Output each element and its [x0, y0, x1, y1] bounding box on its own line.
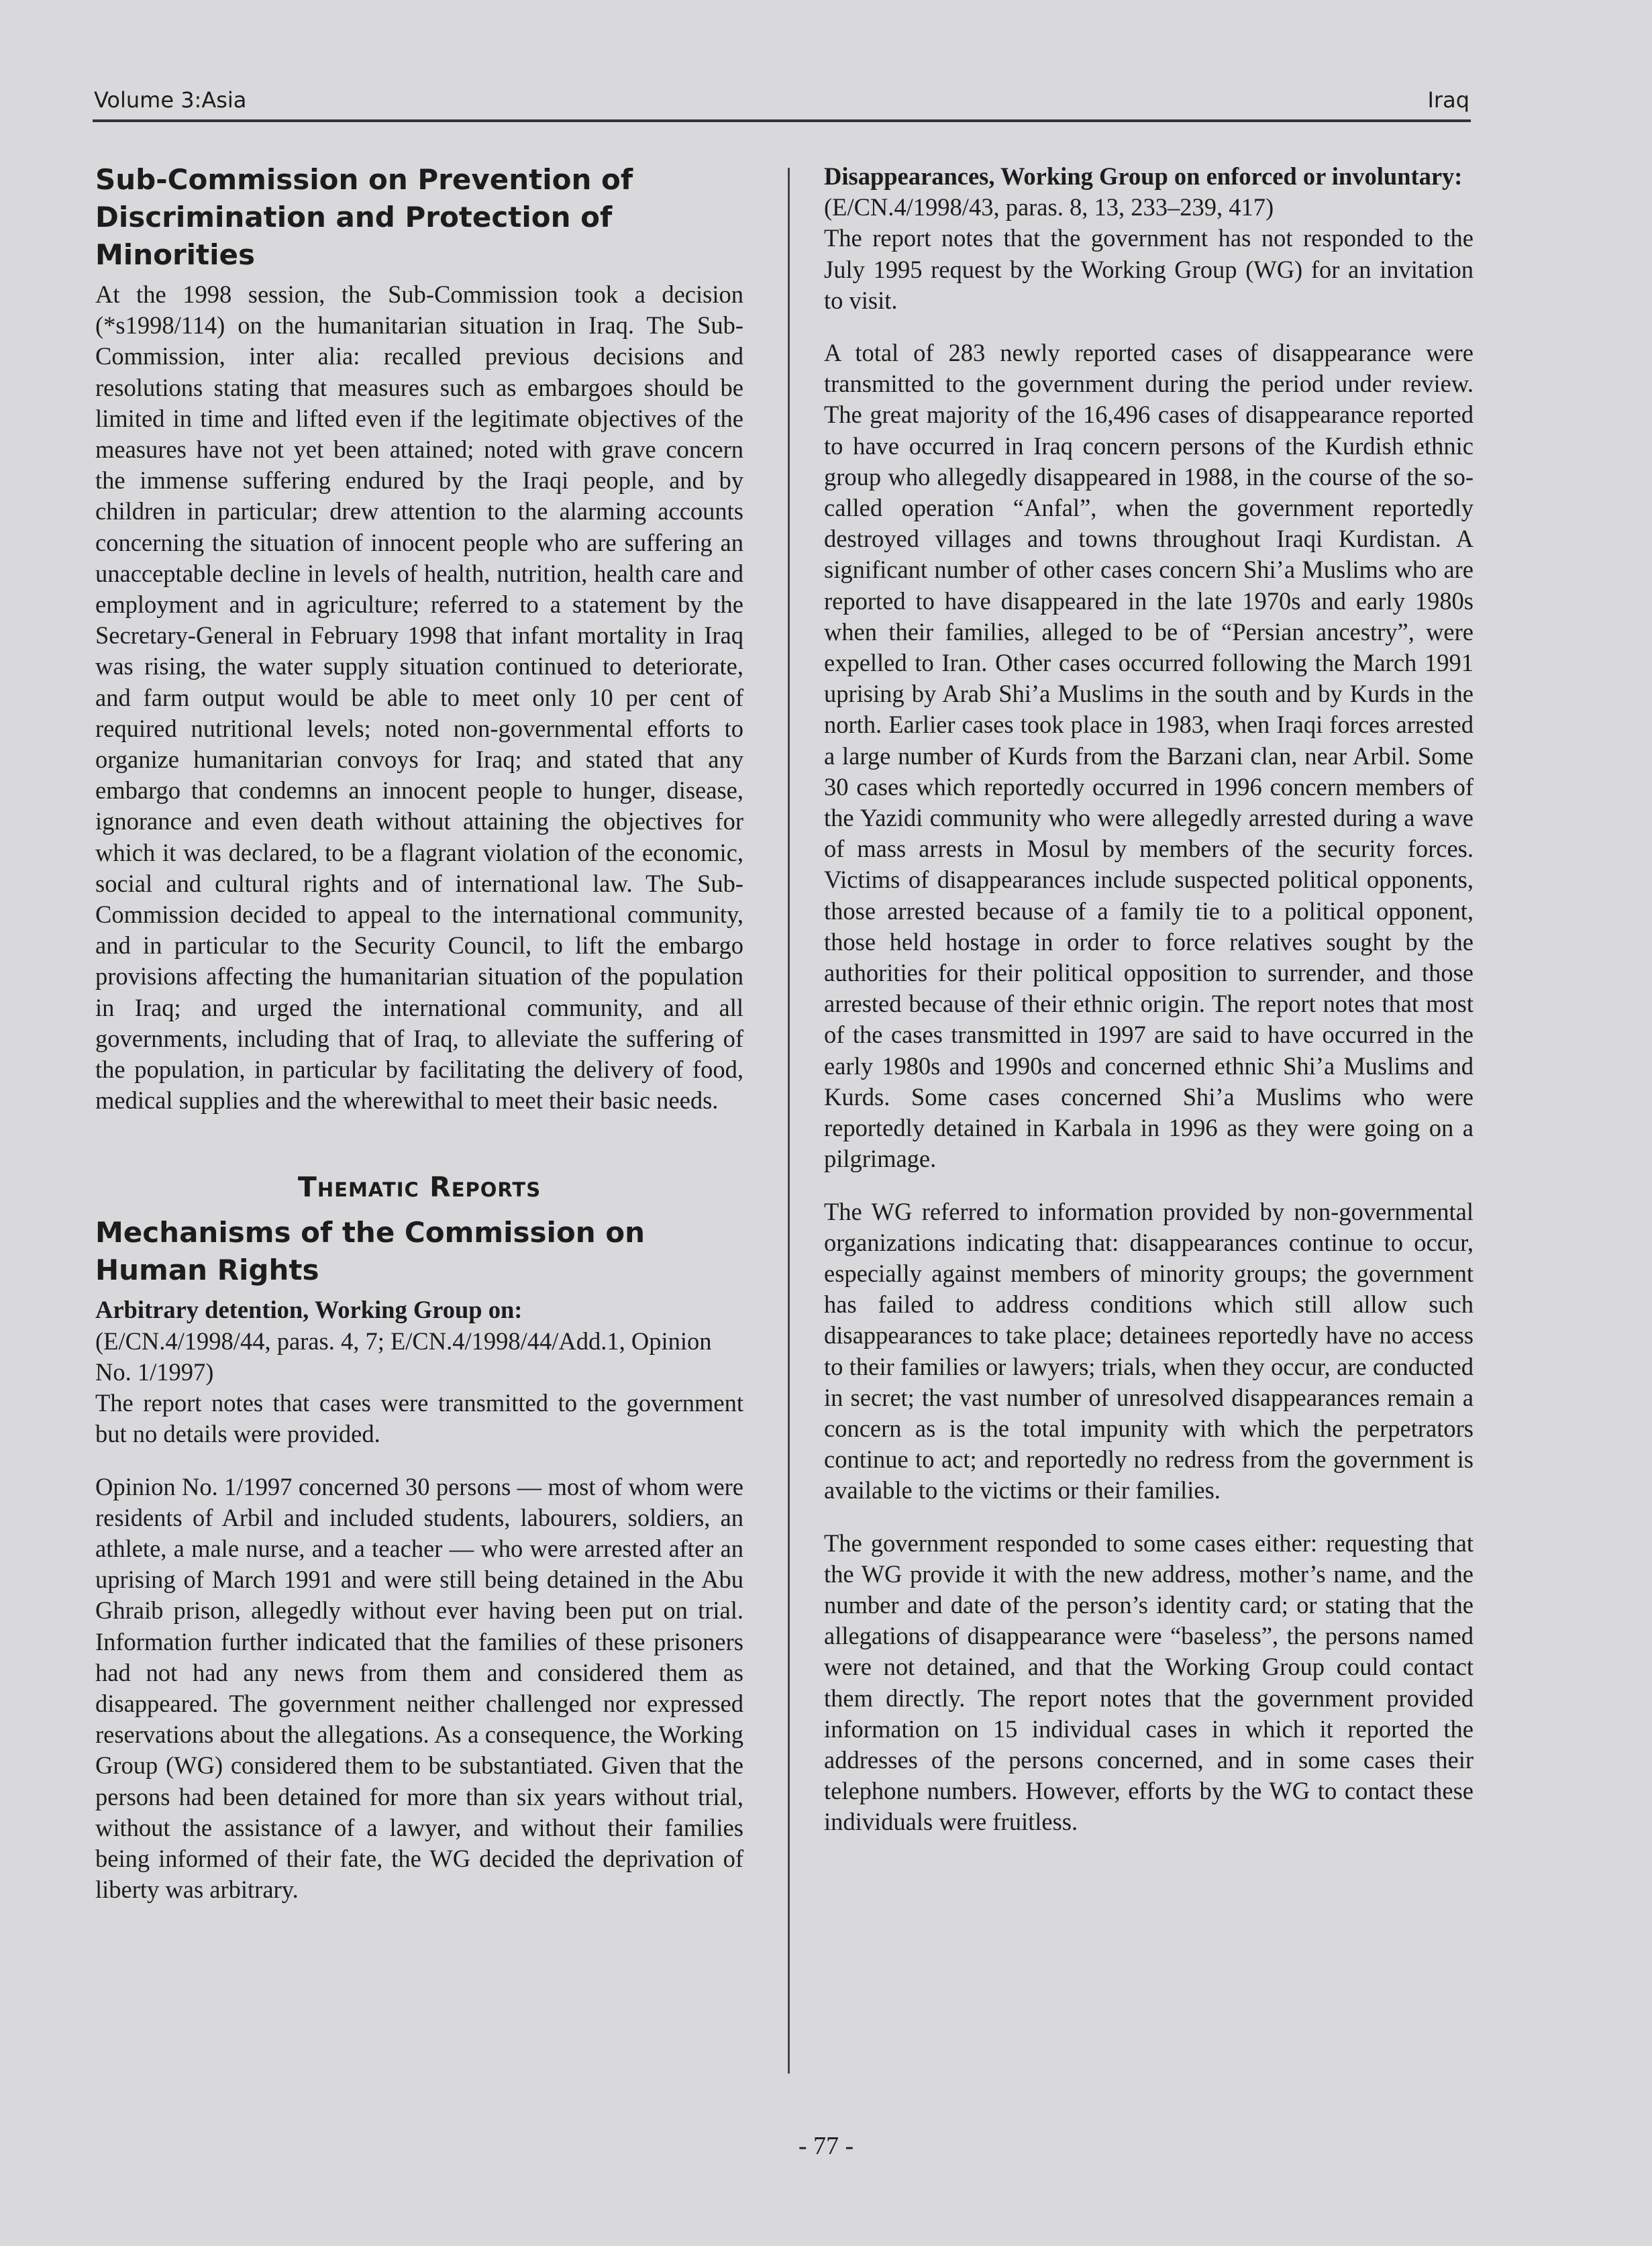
- arbitrary-detention-refs: (E/CN.4/1998/44, paras. 4, 7; E/CN.4/1998/44/Add.1, Opinion No. 1/1997): [95, 1327, 712, 1386]
- thematic-reports-heading: Thematic Reports: [297, 1171, 541, 1204]
- header-volume: Volume 3:Asia: [94, 87, 247, 113]
- arbitrary-detention-entry: [95, 1294, 743, 1388]
- arbitrary-paragraph-2: Opinion No. 1/1997 concerned 30 persons — most of whom were residents of Arbil and included students, labourers, soldiers, an athlete, a male nurse, and a teacher — who were arrested after an uprising of March 1991 and were still being detained in the Abu Ghraib prison, allegedly without ever having been put on trial. Information further indicated that the families of these prisoners had not had any news from them and considered them as disappeared. The government neither challenged nor expressed reservations about the allegations. As a consequence, the Working Group (WG) considered them to be substantiated. Given that the persons had been detained for more than six years without trial, without the assistance of a lawyer, and without their families being informed of their fate, the WG decided the deprivation of liberty was arbitrary.: [95, 1472, 743, 1904]
- right-column: [824, 161, 1474, 1838]
- disappearances-paragraph-2: A total of 283 newly reported cases of disappearance were transmitted to the government during the period under review. The great majority of the 16,496 cases of disappearance reported to have occurred in Iraq concern persons of the Kurdish ethnic group who allegedly disappeared in 1988, in the course of the so-called operation “Anfal”, when the government reportedly destroyed villages and towns throughout Iraqi Kurdistan. A significant number of other cases concern Shi’a Muslims who are reported to have disappeared in the late 1970s and early 1980s when their families, alleged to be of “Persian ancestry”, were expelled to Iran. Other cases occurred following the March 1991 uprising by Arab Shi’a Muslims in the south and by Kurds in the north. Earlier cases took place in 1983, when Iraqi forces arrested a large number of Kurds from the Barzani clan, near Arbil. Some 30 cases which reportedly occurred in 1996 concern members of the Yazidi community who were allegedly arrested during a wave of mass arrests in Mosul by members of the security forces. Victims of disappearances include suspected political opponents, those arrested because of a family tie to a political opponent, those held hostage in order to force relatives sought by the authorities for their political opposition to surrender, and those arrested because of their ethnic origin. The report notes that most of the cases transmitted in 1997 are said to have occurred in the early 1980s and 1990s and concerned ethnic Shi’a Muslims and Kurds. Some cases concerned Shi’a Muslims who were reportedly detained in Karbala in 1996 as they were going on a pilgrimage.: [824, 339, 1474, 1173]
- page-number: - 77 -: [798, 2132, 854, 2160]
- disappearances-paragraph-3: The WG referred to information provided by non-governmental organizations indicating that: disappearances continue to occur, especially against members of minority groups; the government has failed to address conditions which still allow such disappearances to take place; detainees reportedly have no access to their families or lawyers; trials, when they occur, are conducted in secret; the vast number of unresolved disappearances remain a concern as is the total impunity with which the perpetrators continue to act; and reportedly no redress from the government is available to the victims or their families.: [824, 1197, 1474, 1504]
- disappearances-heading: Disappearances, Working Group on enforced or involuntary:: [824, 162, 1463, 190]
- arbitrary-paragraph-1: The report notes that cases were transmitted to the government but no details were provided.: [95, 1389, 743, 1448]
- header-country: Iraq: [1427, 87, 1469, 113]
- disappearances-paragraph-1: The report notes that the government has not responded to the July 1995 request by the Working Group (WG) for an invitation to visit.: [824, 224, 1474, 314]
- disappearances-entry: [824, 161, 1474, 223]
- subcommission-heading: Sub-Commission on Prevention of Discrimination and Protection of Minorities: [95, 163, 633, 271]
- running-header: [93, 87, 1471, 122]
- mechanisms-heading: Mechanisms of the Commission on Human Rights: [95, 1216, 646, 1287]
- disappearances-refs: (E/CN.4/1998/43, paras. 8, 13, 233–239, 417): [824, 193, 1274, 221]
- arbitrary-detention-heading: Arbitrary detention, Working Group on:: [95, 1296, 523, 1324]
- column-divider: [788, 168, 790, 2074]
- subcommission-paragraph: At the 1998 session, the Sub-Commission took a decision (*s1998/114) on the humanitarian situation in Iraq. The Sub-Commission, inter alia: recalled previous decisions and resolutions stating that measures such as embargoes should be limited in time and lifted even if the legitimate objectives of the measures have not yet been attained; noted with grave concern the immense suffering endured by the Iraqi people, and by children in particular; drew attention to the alarming accounts concerning the situation of innocent people who are suffering an unacceptable decline in levels of health, nutrition, health care and employment and in agriculture; referred to a statement by the Secretary-General in February 1998 that infant mortality in Iraq was rising, the water supply situation continued to deteriorate, and farm output would be able to meet only 10 per cent of required nutritional levels; noted non-governmental efforts to organize humanitarian convoys for Iraq; and stated that any embargo that condemns an innocent people to hunger, disease, ignorance and even death without attaining the objectives for which it was declared, to be a flagrant violation of the economic, social and cultural rights and of international law. The Sub-Commission decided to appeal to the international community, and in particular to the Security Council, to lift the embargo provisions affecting the humanitarian situation of the population in Iraq; and urged the international community, and all governments, including that of Iraq, to alleviate the suffering of the population, in particular by facilitating the delivery of food, medical supplies and the wherewithal to meet their basic needs.: [95, 280, 743, 1115]
- disappearances-paragraph-4: The government responded to some cases either: requesting that the WG provide it with the new address, mother’s name, and the number and date of the person’s identity card; or stating that the allegations of disappearance were “baseless”, the persons named were not detained, and that the Working Group could contact them directly. The report notes that the government provided information on 15 individual cases in which it reported the addresses of the persons concerned, and in some cases their telephone numbers. However, efforts by the WG to contact these individuals were fruitless.: [824, 1529, 1474, 1836]
- left-column: [95, 161, 743, 1905]
